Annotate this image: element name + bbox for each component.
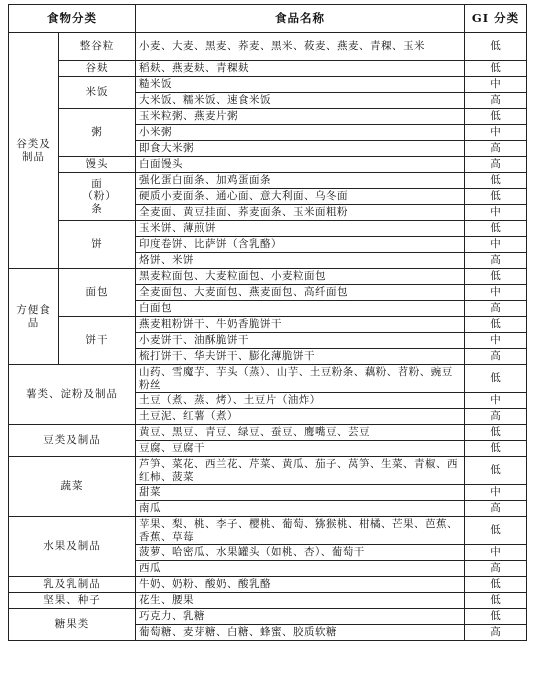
gi-cell: 低	[465, 269, 527, 285]
food-cell: 即食大米粥	[136, 141, 465, 157]
category-cell: 豆类及制品	[9, 425, 136, 457]
table-row	[9, 221, 527, 237]
subcategory-cell: 米饭	[59, 77, 136, 109]
gi-cell: 低	[465, 173, 527, 189]
gi-cell: 高	[465, 141, 527, 157]
gi-cell: 中	[465, 237, 527, 253]
food-cell: 小米粥	[136, 125, 465, 141]
header-food-category: 食物分类	[9, 5, 136, 33]
gi-cell: 中	[465, 205, 527, 221]
header-gi-class: GI 分类	[465, 5, 527, 33]
gi-cell: 低	[465, 221, 527, 237]
food-cell: 玉米饼、薄煎饼	[136, 221, 465, 237]
table-row	[9, 593, 527, 609]
gi-cell: 中	[465, 77, 527, 93]
food-cell: 全麦面包、大麦面包、燕麦面包、高纤面包	[136, 285, 465, 301]
table-row	[9, 365, 527, 393]
food-cell: 葡萄糖、麦芽糖、白糖、蜂蜜、胶质软糖	[136, 625, 465, 641]
gi-cell: 高	[465, 253, 527, 269]
table-row	[9, 109, 527, 125]
food-cell: 西瓜	[136, 561, 465, 577]
food-cell: 燕麦粗粉饼干、牛奶香脆饼干	[136, 317, 465, 333]
food-cell: 白面包	[136, 301, 465, 317]
gi-cell: 高	[465, 561, 527, 577]
subcategory-cell: 面（粉）条	[59, 173, 136, 221]
food-cell: 苹果、梨、桃、李子、樱桃、葡萄、猕猴桃、柑橘、芒果、芭蕉、香蕉、草莓	[136, 517, 465, 545]
food-cell: 花生、腰果	[136, 593, 465, 609]
gi-cell: 低	[465, 317, 527, 333]
table-row	[9, 77, 527, 93]
food-cell: 菠萝、哈密瓜、水果罐头（如桃、杏）、葡萄干	[136, 545, 465, 561]
subcategory-cell: 粥	[59, 109, 136, 157]
gi-cell: 中	[465, 125, 527, 141]
subcategory-cell: 馒头	[59, 157, 136, 173]
food-cell: 稻麸、燕麦麸、青稞麸	[136, 61, 465, 77]
table-row	[9, 269, 527, 285]
food-cell: 甜菜	[136, 485, 465, 501]
subcategory-cell: 饼	[59, 221, 136, 269]
category-cell: 薯类、淀粉及制品	[9, 365, 136, 425]
food-cell: 山药、雪魔芋、芋头（蒸）、山芋、土豆粉条、藕粉、苕粉、豌豆粉丝	[136, 365, 465, 393]
food-cell: 巧克力、乳糖	[136, 609, 465, 625]
gi-cell: 低	[465, 189, 527, 205]
gi-cell: 高	[465, 93, 527, 109]
food-cell: 梳打饼干、华夫饼干、膨化薄脆饼干	[136, 349, 465, 365]
category-cell: 坚果、种子	[9, 593, 136, 609]
food-cell: 强化蛋白面条、加鸡蛋面条	[136, 173, 465, 189]
food-cell: 硬质小麦面条、通心面、意大利面、乌冬面	[136, 189, 465, 205]
category-cell: 乳及乳制品	[9, 577, 136, 593]
table-row	[9, 317, 527, 333]
table-row	[9, 33, 527, 61]
food-cell: 芦笋、菜花、西兰花、芹菜、黄瓜、茄子、莴笋、生菜、青椒、西红柿、菠菜	[136, 457, 465, 485]
subcategory-cell: 饼干	[59, 317, 136, 365]
gi-cell: 中	[465, 393, 527, 409]
table-row	[9, 457, 527, 485]
gi-cell: 高	[465, 349, 527, 365]
gi-cell: 低	[465, 593, 527, 609]
food-cell: 白面馒头	[136, 157, 465, 173]
subcategory-cell: 整谷粒	[59, 33, 136, 61]
subcategory-cell: 面包	[59, 269, 136, 317]
table-row	[9, 157, 527, 173]
food-cell: 大米饭、糯米饭、速食米饭	[136, 93, 465, 109]
gi-cell: 高	[465, 409, 527, 425]
gi-cell: 低	[465, 517, 527, 545]
gi-cell: 中	[465, 285, 527, 301]
food-cell: 土豆（煮、蒸、烤）、土豆片（油炸）	[136, 393, 465, 409]
gi-cell: 低	[465, 457, 527, 485]
category-cell: 方便食品	[9, 269, 59, 365]
table-row	[9, 173, 527, 189]
gi-cell: 低	[465, 61, 527, 77]
gi-cell: 低	[465, 425, 527, 441]
table-row	[9, 577, 527, 593]
food-cell: 黑麦粒面包、大麦粒面包、小麦粒面包	[136, 269, 465, 285]
food-cell: 全麦面、黄豆挂面、荞麦面条、玉米面粗粉	[136, 205, 465, 221]
food-cell: 小麦饼干、油酥脆饼干	[136, 333, 465, 349]
gi-cell: 低	[465, 365, 527, 393]
food-cell: 玉米粒粥、燕麦片粥	[136, 109, 465, 125]
category-cell: 水果及制品	[9, 517, 136, 577]
food-cell: 土豆泥、红薯（煮）	[136, 409, 465, 425]
gi-cell: 低	[465, 441, 527, 457]
gi-cell: 高	[465, 157, 527, 173]
gi-cell: 高	[465, 501, 527, 517]
table-row	[9, 609, 527, 625]
gi-cell: 低	[465, 609, 527, 625]
food-cell: 豆腐、豆腐干	[136, 441, 465, 457]
gi-cell: 高	[465, 625, 527, 641]
food-cell: 糙米饭	[136, 77, 465, 93]
header-food-name: 食品名称	[136, 5, 465, 33]
gi-cell: 低	[465, 33, 527, 61]
gi-classification-table	[8, 4, 527, 641]
food-cell: 黄豆、黑豆、青豆、绿豆、蚕豆、鹰嘴豆、芸豆	[136, 425, 465, 441]
table-row	[9, 61, 527, 77]
food-cell: 小麦、大麦、黑麦、荞麦、黑米、莜麦、燕麦、青稞、玉米	[136, 33, 465, 61]
gi-cell: 中	[465, 545, 527, 561]
food-cell: 印度卷饼、比萨饼（含乳酪）	[136, 237, 465, 253]
category-cell: 蔬菜	[9, 457, 136, 517]
table-row	[9, 517, 527, 545]
category-cell: 谷类及制品	[9, 33, 59, 269]
food-cell: 牛奶、奶粉、酸奶、酸乳酪	[136, 577, 465, 593]
gi-cell: 低	[465, 109, 527, 125]
food-cell: 南瓜	[136, 501, 465, 517]
subcategory-cell: 谷麸	[59, 61, 136, 77]
food-cell: 烙饼、米饼	[136, 253, 465, 269]
gi-cell: 中	[465, 485, 527, 501]
gi-cell: 低	[465, 577, 527, 593]
table-row	[9, 425, 527, 441]
category-cell: 糖果类	[9, 609, 136, 641]
gi-cell: 中	[465, 333, 527, 349]
gi-cell: 高	[465, 301, 527, 317]
